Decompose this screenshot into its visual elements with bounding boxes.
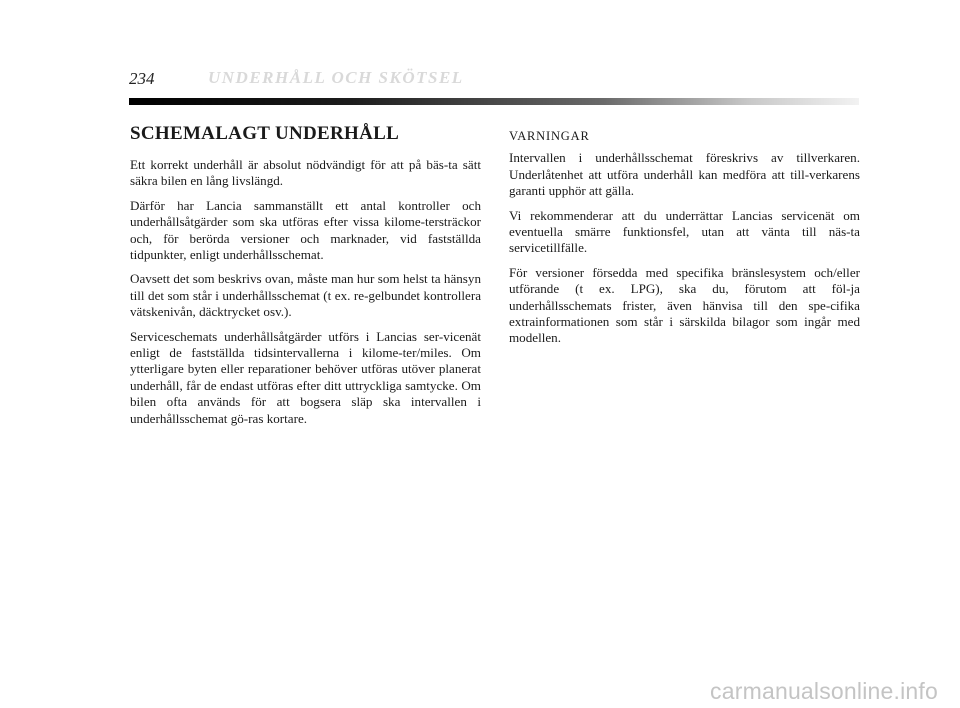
section-heading: SCHEMALAGT UNDERHÅLL xyxy=(130,123,400,144)
warning-paragraph-recommend: Vi rekommenderar att du underrättar Lancias servicenät om eventuella smärre funktionsfel, utan att vänta till näs-ta servicetillfälle. xyxy=(509,207,860,256)
watermark: carmanualsonline.info xyxy=(710,678,938,704)
paragraph-lancia-schedule: Därför har Lancia sammanställt ett antal kontroller och underhållsåtgärder som ska utföras efter vissa kilome-tersträckor och, för berörda versioner och marknader, vid fastställda tidpunkter, enligt underhållsschemat. xyxy=(130,197,481,263)
running-title: UNDERHÅLL OCH SKÖTSEL xyxy=(208,68,464,87)
warning-paragraph-lpg: För versioner försedda med specifika bränslesystem och/eller utförande (t ex. LPG), ska du, förutom att föl-ja underhållsschemats frister, även hänvisa till den spe-cifika extrainformationen som står i särskilda bilagor som ingår med modellen. xyxy=(509,264,860,346)
warning-paragraph-intervals: Intervallen i underhållsschemat föreskrivs av tillverkaren. Underlåtenhet att utföra underhåll kan medföra att till-verkarens garanti upphör att gälla. xyxy=(509,150,860,199)
paragraph-service-network: Serviceschemats underhållsåtgärder utförs i Lancias ser-vicenät enligt de fastställda tidsintervallerna i kilome-ter/miles. Om ytterligare byten eller reparationer behöver utföras utöver planerat underhåll, får de endast utföras efter ditt uttryckliga samtycke. Om bilen ofta används för att bogsera släp ska intervallen i underhållsschemat gö-ras kortare. xyxy=(130,328,481,426)
paragraph-intro: Ett korrekt underhåll är absolut nödvändigt för att på bäs-ta sätt säkra bilen en lång livslängd. xyxy=(130,157,481,189)
page-number: 234 xyxy=(129,69,155,88)
right-column xyxy=(509,128,860,355)
paragraph-regardless: Oavsett det som beskrivs ovan, måste man hur som helst ta hänsyn till det som står i underhållsschemat (t ex. re-gelbundet kontrollera vätskenivån, däcktrycket osv.). xyxy=(130,271,481,320)
header-rule xyxy=(129,98,859,105)
left-column xyxy=(130,123,481,435)
warnings-heading: VARNINGAR xyxy=(509,129,590,143)
